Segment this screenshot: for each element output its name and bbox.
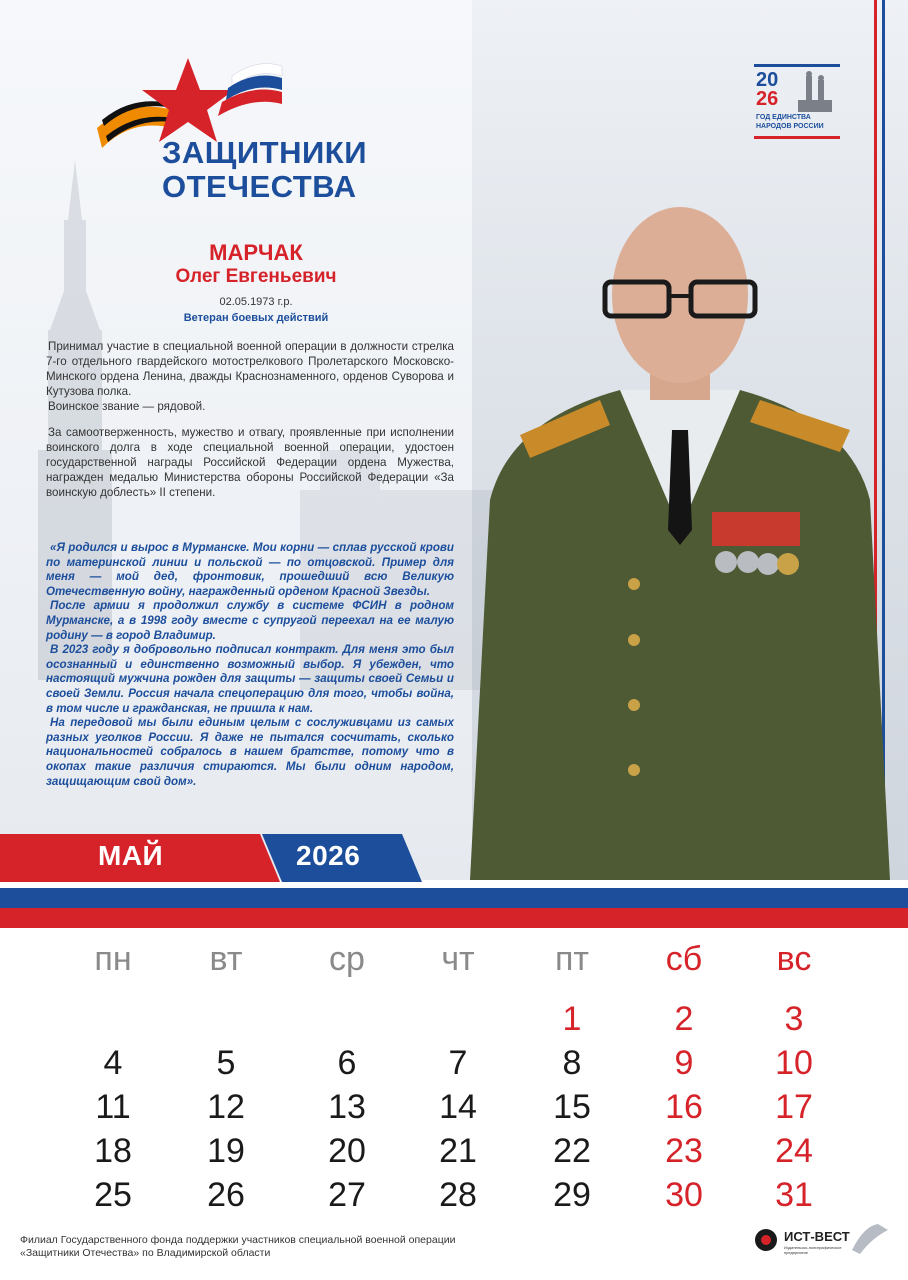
calendar-day: 18 — [94, 1132, 132, 1170]
weekday-header-row — [58, 940, 858, 984]
year-logo-digits-bottom: 26 — [756, 88, 779, 110]
calendar-day: 30 — [665, 1176, 703, 1214]
calendar-day: 16 — [665, 1088, 703, 1126]
weekday-label: вт — [209, 940, 243, 978]
calendar-day: 2 — [674, 1000, 694, 1038]
calendar-week-row — [58, 1000, 858, 1044]
calendar-day: 27 — [328, 1176, 366, 1214]
calendar-day: 3 — [784, 1000, 804, 1038]
weekday-label: ср — [329, 940, 365, 978]
portrait-photo — [450, 200, 908, 880]
calendar-day: 9 — [674, 1044, 694, 1082]
calendar-day: 4 — [103, 1044, 123, 1082]
weekday-label: чт — [441, 940, 475, 978]
calendar-day: 6 — [337, 1044, 357, 1082]
calendar-day: 23 — [665, 1132, 703, 1170]
weekday-label-saturday: сб — [665, 940, 703, 978]
weekday-label: пн — [94, 940, 132, 978]
title-line1: ЗАЩИТНИКИ — [162, 135, 367, 170]
calendar-day: 28 — [439, 1176, 477, 1214]
calendar-day: 8 — [562, 1044, 582, 1082]
tricolor-stripe — [0, 882, 908, 928]
year-of-unity-logo — [754, 64, 846, 144]
calendar-day: 26 — [207, 1176, 245, 1214]
calendar-week-row — [58, 1176, 858, 1220]
calendar-day: 10 — [775, 1044, 813, 1082]
brand-name: ИСТ-ВЕСТ — [784, 1229, 850, 1244]
monument-icon — [784, 70, 840, 112]
calendar-day: 14 — [439, 1088, 477, 1126]
calendar-day: 20 — [328, 1132, 366, 1170]
weekday-label-sunday: вс — [776, 940, 812, 978]
calendar-day: 17 — [775, 1088, 813, 1126]
year-logo-caption: ГОД ЕДИНСТВА НАРОДОВ РОССИИ — [756, 114, 824, 130]
calendar-day: 7 — [448, 1044, 468, 1082]
personal-quote: «Я родился и вырос в Мурманске. Мои корни — сплав русской крови по материнской линии и польской — по отцовской. Пример для меня — мой дед, фронтовик, прошедший всю Великую Отечественную войну, награжденный орденом Красной Звезды. После армии я продолжил службу в системе ФСИН в родном Мурманске, а в 1998 году вместе с супругой переехал на ее малую родину — в город Владимир. В 2023 году я добровольно подписал контракт. Для меня это был осознанный и единственно возможный выбор. Я убежден, что настоящий мужчина рожден для защиты — защиты своей Семьи и своей Земли. Россия начала спецоперацию для того, чтобы война, в том числе и гражданская, не пришла к нам. На передовой мы были единым целым с сослуживцами из самых разных уголков России. Я даже не пытался сосчитать, сколько национальностей собралось в нашем братстве, потому что в окопах такие различия стираются. Мы были одним народом, защищающим свой дом». — [46, 541, 454, 788]
year-label: 2026 — [296, 840, 361, 871]
calendar-day: 15 — [553, 1088, 591, 1126]
calendar-day: 24 — [775, 1132, 813, 1170]
bio-paragraph-2: За самоотверженность, мужество и отвагу, проявленные при исполнении воинского долга в ходе специальной военной операции, удостоен государственной награды Российской Федерации ордена Мужества, награжден медалью Министерства обороны Российской Федерации «За воинскую доблесть» II степени. — [46, 426, 454, 499]
calendar-day: 1 — [562, 1000, 582, 1038]
calendar-day: 25 — [94, 1176, 132, 1214]
calendar-day: 5 — [216, 1044, 236, 1082]
birth-date: 02.05.1973 г.р. — [219, 296, 293, 308]
month-label: МАЙ — [98, 840, 164, 871]
veteran-status: Ветеран боевых действий — [183, 312, 329, 324]
calendar-week-row — [58, 1088, 858, 1132]
calendar-week-row — [58, 1044, 858, 1088]
bio-paragraph-1: Принимал участие в специальной военной операции в должности стрелка 7-го отдельного гвардейского мотострелкового Пролетарского Московско-Минского ордена Ленина, дважды Краснознаменного, орденов Суворова и Кутузова полка. Воинское звание — рядовой. — [46, 340, 454, 413]
calendar-day: 31 — [775, 1176, 813, 1214]
calendar-day: 12 — [207, 1088, 245, 1126]
calendar-day: 11 — [95, 1088, 131, 1126]
title-line2: ОТЕЧЕСТВА — [162, 169, 357, 204]
person-first-names: Олег Евгеньевич — [175, 266, 337, 287]
footer-organization: Филиал Государственного фонда поддержки участников специальной военной операции «Защитники Отечества» по Владимирской области — [20, 1234, 456, 1259]
military-rank: Воинское звание — рядовой. — [48, 400, 206, 413]
calendar-day: 21 — [439, 1132, 477, 1170]
calendar-day: 22 — [553, 1132, 591, 1170]
person-last-name: МАРЧАК — [209, 240, 303, 265]
calendar-day: 13 — [328, 1088, 366, 1126]
calendar-day: 29 — [553, 1176, 591, 1214]
brand-subtitle: Издательско-полиграфическое предприятие — [784, 1245, 842, 1255]
weekday-label: пт — [555, 940, 589, 978]
year-logo-digits-top: 20 — [756, 69, 779, 91]
calendar-day: 19 — [207, 1132, 245, 1170]
calendar-week-row — [58, 1132, 858, 1176]
